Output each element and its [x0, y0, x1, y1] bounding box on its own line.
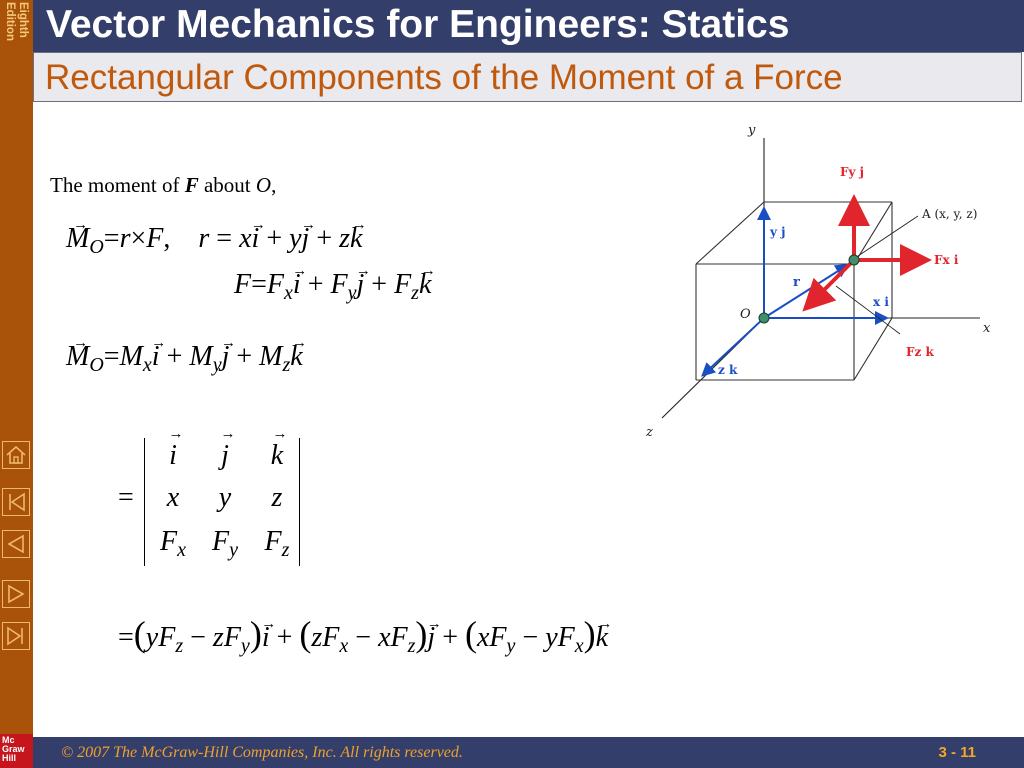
- logo-line: Mc: [2, 735, 15, 745]
- axis-x-label: x: [983, 321, 991, 336]
- footer-bar: [33, 737, 1024, 768]
- coordinate-axes: [662, 138, 980, 418]
- det-cell: $F_z$: [264, 526, 290, 561]
- force-components-equation: $F=F_x\to i + F_y\to j + F_z\to k$: [234, 268, 431, 302]
- edition-line-1: Eighth: [17, 2, 29, 38]
- point-A-marker: [849, 255, 859, 265]
- r-label: r: [793, 275, 800, 290]
- edition-line-2: Edition: [4, 2, 16, 41]
- origin-marker: [759, 313, 769, 323]
- det-cell: $F_x$: [160, 526, 186, 561]
- origin-label: O: [740, 307, 751, 322]
- determinant-equation: [118, 438, 308, 566]
- mcgraw-hill-logo: [0, 734, 33, 768]
- axis-z-label: z: [646, 425, 653, 440]
- Fyj-label: Fy j: [840, 165, 865, 179]
- edition-label: [2, 2, 32, 82]
- Fxi-label: Fx i: [934, 253, 959, 267]
- home-icon: [3, 442, 29, 468]
- zk-label: z k: [718, 363, 738, 377]
- subtitle-bar: [33, 52, 1022, 102]
- det-cell: y: [218, 482, 232, 513]
- logo-line: Hill: [2, 753, 17, 763]
- first-slide-button[interactable]: [2, 488, 30, 516]
- point-A-label: A (x, y, z): [922, 207, 978, 221]
- det-cell: → k: [252, 440, 302, 472]
- intro-text: The moment of F about O,: [50, 173, 277, 197]
- moment-definition-equation: → $M_O=r\times F$, r = x→ i + y→ j + z→ k: [66, 222, 362, 256]
- title-bar: [33, 0, 1024, 52]
- det-cell: z: [271, 482, 283, 513]
- first-slide-icon: [3, 489, 29, 515]
- moment-components-equation: → $M_O=M_x\to i + M_y\to j + M_z\to k$: [66, 340, 303, 374]
- next-slide-icon: [3, 581, 29, 607]
- det-cell: → j: [200, 440, 250, 472]
- leader-lines: [836, 216, 918, 334]
- det-cell: x: [166, 482, 180, 513]
- previous-slide-icon: [3, 531, 29, 557]
- page-number: 3 - 11: [938, 744, 976, 761]
- last-slide-button[interactable]: [2, 622, 30, 650]
- home-button[interactable]: [2, 441, 30, 469]
- last-slide-icon: [3, 623, 29, 649]
- position-components: [704, 210, 885, 374]
- determinant-left-bar: [144, 438, 145, 566]
- force-components: [808, 202, 924, 306]
- det-cell: $F_y$: [212, 526, 238, 561]
- yj-label: y j: [770, 225, 786, 239]
- equals-sign: =: [118, 482, 134, 513]
- moment-diagram: [640, 118, 1010, 443]
- copyright-text: © 2007 The McGraw-Hill Companies, Inc. All rights reserved.: [61, 744, 463, 761]
- xi-label: x i: [873, 295, 889, 309]
- slide-title: Vector Mechanics for Engineers: Statics: [46, 3, 790, 46]
- sidebar: [0, 0, 33, 768]
- slide-subtitle: Rectangular Components of the Moment of a Force: [45, 58, 843, 97]
- logo-line: Graw: [2, 744, 25, 754]
- expanded-moment-equation: $=(yF_z - zF_y)\to i + (zF_x - xF_z)\to j + (xF_y - yF_x)\to k$: [118, 617, 608, 655]
- det-cell: → i: [148, 440, 198, 472]
- axis-y-label: y: [748, 123, 756, 138]
- previous-slide-button[interactable]: [2, 530, 30, 558]
- Fzk-label: Fz k: [906, 345, 934, 359]
- next-slide-button[interactable]: [2, 580, 30, 608]
